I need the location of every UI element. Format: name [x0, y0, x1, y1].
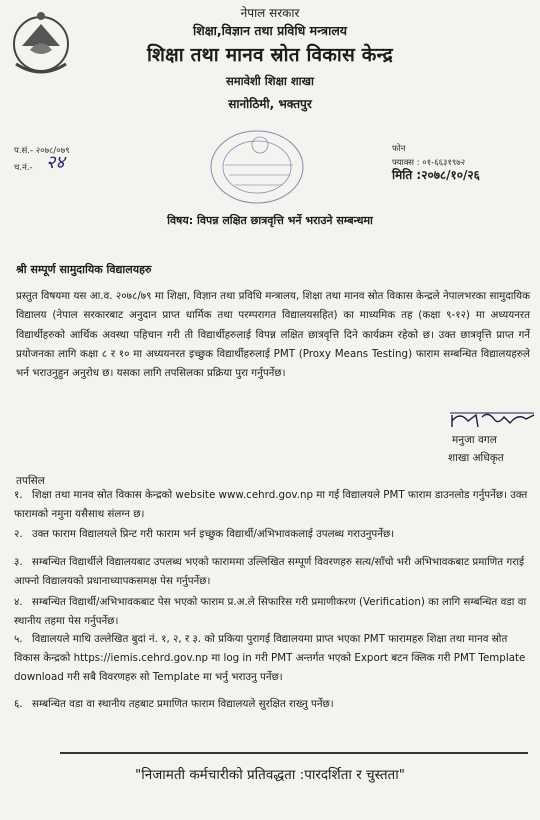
signature — [448, 407, 538, 433]
office-name: शिक्षा तथा मानव स्रोत विकास केन्द्र — [147, 44, 393, 66]
signatory-title: शाखा अधिकृत — [448, 452, 504, 464]
list-item — [14, 630, 530, 687]
letter-subject: विषय: विपन्न लक्षित छात्रवृत्ति भर्ने भराउने सम्बन्धमा — [167, 214, 373, 227]
item-number: २. — [14, 528, 23, 540]
item-text: विद्यालयले माथि उल्लेखित बुदां नं. १, २, र ३. को प्रकिया पुरागई विद्यालयमा प्राप्त भएका PMT फारामहरु शिक्षा तथा मानव स्रोत विकास केन्द्रको https://iemis.cehrd.gov.np मा log in गरी PMT अन्तर्गत भएको Export बटन क्लिक गरी PMT Template download गरी सबै विवरणहरु सो Template मा भर्नु भराउनु पर्नेछ। — [14, 633, 526, 683]
list-item — [14, 695, 530, 714]
phone-label: फोन — [392, 144, 406, 154]
item-text: सम्बन्धित विद्यार्थीले विद्यालयबाट उपलब्ध भएको फाराममा उल्लिखित सम्पूर्ण विवरणहरु सत्य/साँचो भरी अभिभावकबाट प्रमाणित गराई आफ्नो विद्यालयको प्रधानाध्यापकसमक्ष पेस गर्नुपर्नेछ। — [14, 556, 525, 587]
item-number: ४. — [14, 596, 23, 608]
dispatch-number: २४ — [46, 152, 65, 173]
government-name: नेपाल सरकार — [240, 6, 300, 20]
item-text: सम्बन्धित विद्यार्थी/अभिभावकबाट पेस भएको फाराम प्र.अ.ले सिफारिस गरी प्रमाणीकरण (Verification) का लागि सम्बन्धित वडा वा स्थानीय तहमा पेस गर्नुपर्नेछ। — [14, 596, 527, 627]
item-number: ५. — [14, 633, 23, 645]
item-number: १. — [14, 489, 23, 501]
list-item — [14, 553, 530, 591]
item-text: उक्त फाराम विद्यालयले प्रिन्ट गरी फाराम भर्न इच्छुक विद्यार्थी/अभिभावकलाई उपलब्ध गराउनुपर्नेछ। — [32, 528, 395, 540]
body-paragraph: प्रस्तुत विषयमा यस आ.व. २०७८/७९ मा शिक्षा, विज्ञान तथा प्रविधि मन्त्रालय, शिक्षा तथा मानव स्रोत विकास केन्द्रले नेपालभरका सामुदायिक विद्यालय (नेपाल सरकारबाट अनुदान प्राप्त धार्मिक तथा परम्परागत विद्यालयसहित) का माध्यमिक तह (कक्षा ९-१२) मा अध्ययनरत विद्यार्थीहरुको आर्थिक अवस्था पहिचान गरी ती विद्यार्थीहरुलाई विपन्न लक्षित छात्रवृत्ति दिने कार्यक्रम रहेको छ। उक्त छात्रवृत्ति प्राप्त गर्ने प्रयोजनका लागि कक्षा ८ र १० मा अध्ययनरत इच्छुक विद्यार्थीहरुलाई PMT (Proxy Means Testing) फाराम सम्बन्धित विद्यालयहरुले भर्न भराउनुहुन अनुरोध छ। यसका लागि तपसिलका प्रक्रिया पुरा गर्नुपर्नेछ। — [16, 290, 530, 380]
footer-slogan: "निजामती कर्मचारीको प्रतिवद्धता :पारदर्शिता र चुस्तता" — [135, 767, 405, 783]
item-text: शिक्षा तथा मानव स्रोत विकास केन्द्रको website www.cehrd.gov.np मा गई विद्यालयले PMT फाराम डाउनलोड गर्नुपर्नेछ। उक्त फारामको नमुना यसैसाथ संलग्न छ। — [14, 489, 528, 520]
letter-date: मिति :२०७८/१०/२६ — [392, 168, 480, 182]
office-stamp — [205, 125, 310, 210]
footer-divider — [60, 752, 528, 754]
item-number: ६. — [14, 698, 23, 710]
reference-number: प.सं.- २०७८/०७९ — [14, 146, 70, 156]
item-number: ३. — [14, 556, 23, 568]
office-address: सानोठिमी, भक्तपुर — [228, 97, 312, 111]
addressee: श्री सम्पूर्ण सामुदायिक विद्यालयहरु — [16, 263, 152, 276]
list-item — [14, 593, 530, 631]
item-text: सम्बन्धित वडा वा स्थानीय तहबाट प्रमाणित फाराम विद्यालयले सुरक्षित राख्नु पर्नेछ। — [32, 698, 334, 710]
ministry-name: शिक्षा,विज्ञान तथा प्रविधि मन्त्रालय — [192, 23, 348, 38]
list-item — [14, 525, 530, 544]
signatory-name: मनुजा वगल — [452, 434, 497, 446]
list-item — [14, 486, 530, 524]
list-heading: तपसिल — [16, 475, 45, 487]
dispatch-label: च.नं.- — [14, 163, 33, 173]
fax-number: फ्याक्स : ०१-६६३१९७२ — [392, 158, 466, 168]
section-name: समावेशी शिक्षा शाखा — [225, 74, 315, 88]
